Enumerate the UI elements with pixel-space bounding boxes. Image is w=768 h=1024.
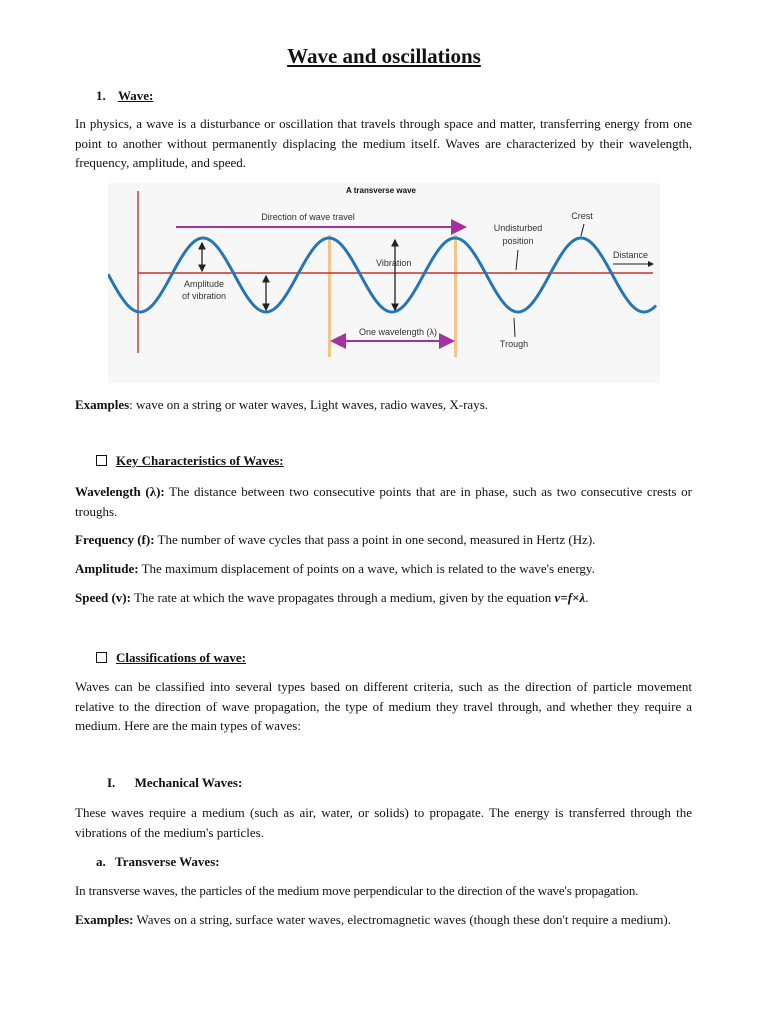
examples-label: Examples — [75, 397, 130, 412]
undisturbed-label-2: position — [502, 236, 534, 246]
transverse-paragraph: In transverse waves, the particles of the medium move perpendicular to the direction of the wave's propagation. — [75, 883, 639, 898]
transverse-waves-heading — [96, 854, 220, 870]
wavelength-label: One wavelength (λ) — [358, 327, 438, 337]
speed-equation: v=f×λ — [554, 590, 586, 605]
mechanical-paragraph: These waves require a medium (such as air, water, or solids) to propagate. The energy is transferred through the vibrations of the medium's particles. — [75, 805, 692, 840]
checkbox-bullet-icon — [96, 455, 107, 466]
distance-label: Distance — [613, 250, 649, 260]
amplitude-label-2: of vibration — [181, 291, 227, 301]
trough-label: Trough — [499, 339, 529, 349]
amplitude-label-1: Amplitude — [183, 279, 225, 289]
classifications-paragraph: Waves can be classified into several types based on different criteria, such as the direction of particle movement relative to the direction of wave propagation, the type of medium they travel through, and whether they require a medium. Here are the main types of waves: — [75, 679, 692, 733]
definition-wavelength: The distance between two consecutive points that are in phase, such as two consecutive crests or troughs. — [75, 484, 692, 519]
classifications-title: Classifications of wave: — [116, 650, 246, 665]
vibration-label: Vibration — [376, 258, 412, 268]
key-characteristics-heading — [96, 453, 284, 469]
definition-amplitude: The maximum displacement of points on a wave, which is related to the wave's energy. — [138, 561, 595, 576]
crest-label: Crest — [571, 211, 593, 221]
crest-pointer — [581, 224, 584, 236]
section-number: 1. — [96, 88, 106, 103]
examples-text: : wave on a string or water waves, Light waves, radio waves, X-rays. — [129, 397, 489, 412]
examples-paragraph — [75, 395, 692, 415]
wavelength-marker-left — [328, 235, 331, 357]
characteristic-frequency — [75, 530, 692, 550]
transverse-examples-label: Examples: — [75, 912, 134, 927]
transverse-number: a. — [96, 854, 106, 869]
term-speed: Speed (v): — [75, 590, 131, 605]
transverse-examples-text: Waves on a string, surface water waves, electromagnetic waves (though these don't require a medium). — [133, 912, 671, 927]
characteristic-wavelength — [75, 482, 692, 521]
transverse-examples-paragraph — [75, 910, 692, 930]
transverse-title: Transverse Waves: — [115, 854, 220, 869]
mechanical-number: I. — [107, 775, 116, 790]
checkbox-bullet-icon — [96, 652, 107, 663]
wavelength-marker-right — [454, 235, 457, 357]
characteristic-speed — [75, 588, 692, 608]
undisturbed-pointer — [516, 250, 518, 270]
mechanical-waves-heading — [107, 775, 242, 791]
trough-pointer — [514, 318, 515, 337]
page-title: Wave and oscillations — [287, 44, 481, 68]
figure-title: A transverse wave — [346, 186, 416, 195]
definition-speed: The rate at which the wave propagates through a medium, given by the equation — [130, 590, 555, 605]
section-title: Wave: — [118, 88, 154, 103]
characteristic-amplitude — [75, 559, 692, 579]
term-amplitude: Amplitude: — [75, 561, 139, 576]
term-frequency: Frequency (f): — [75, 532, 155, 547]
classifications-heading — [96, 650, 246, 666]
mechanical-title: Mechanical Waves: — [134, 775, 243, 790]
transverse-wave-figure — [108, 183, 660, 383]
intro-paragraph: In physics, a wave is a disturbance or oscillation that travels through space and matter, transferring energy from one point to another without permanently displacing the medium itself. Waves are characterized by their wavelength, frequency, amplitude, and speed. — [75, 116, 692, 170]
undisturbed-label-1: Undisturbed — [493, 223, 543, 233]
definition-frequency: The number of wave cycles that pass a point in one second, measured in Hertz (Hz). — [154, 532, 596, 547]
wave-diagram — [108, 183, 660, 383]
direction-label: Direction of wave travel — [261, 212, 355, 222]
section-wave-heading — [96, 88, 153, 104]
definition-speed-tail: . — [585, 590, 589, 605]
key-characteristics-title: Key Characteristics of Waves: — [116, 453, 284, 468]
term-wavelength: Wavelength (λ): — [75, 484, 165, 499]
